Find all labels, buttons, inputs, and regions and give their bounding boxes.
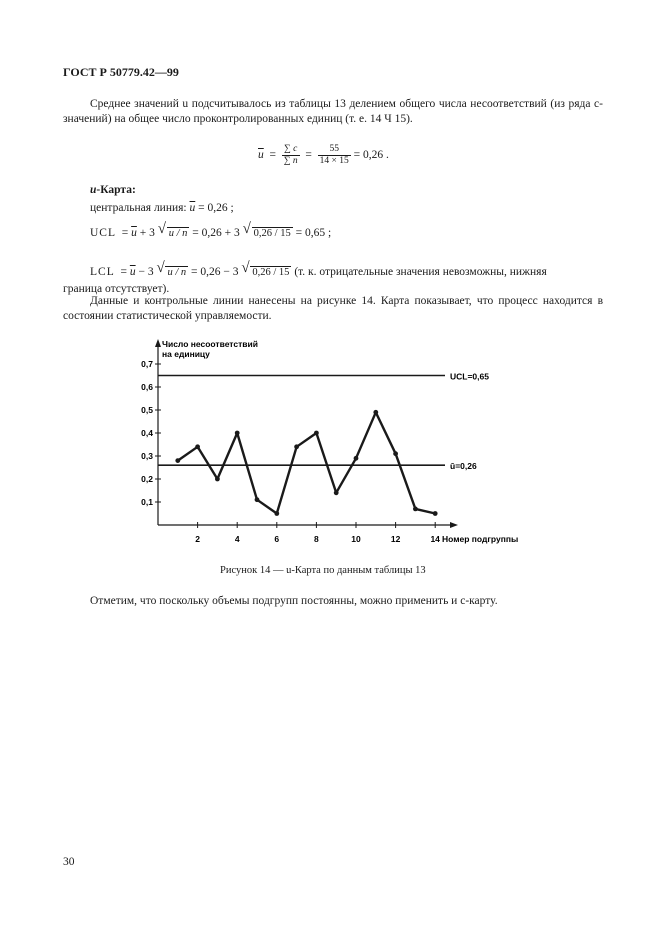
ucl-sqrt-1: √ u / n xyxy=(157,221,188,239)
y-tick-label: 0,3 xyxy=(141,451,153,461)
formula-u-bar: $\overline{u}$ xyxy=(258,149,264,162)
x-tick-label: 4 xyxy=(234,534,240,544)
central-line-row xyxy=(90,201,234,216)
ucl-line-label: UCL=0,65 xyxy=(450,371,489,382)
lcl-sqrt-2: √ 0,26 / 15 xyxy=(241,260,290,278)
data-point xyxy=(175,458,180,463)
central-line-var: $\overline{u}$ xyxy=(189,202,196,214)
paragraph-mean: Среднее значений u подсчитывалось из таблицы 13 делением общего числа несоответствий (из ряда c-значений) на общее число проконтролированных единиц (т. е. 14 Ч 15). xyxy=(63,98,603,125)
y-tick-label: 0,1 xyxy=(141,497,153,507)
u-chart-heading-var: u xyxy=(90,184,97,196)
y-tick-label: 0,6 xyxy=(141,382,153,392)
ucl-sqrt-2-inner: 0,26 / 15 xyxy=(253,228,291,239)
page-number: 30 xyxy=(63,856,75,868)
ucl-result: = 0,65 ; xyxy=(295,227,332,239)
paragraph-c-chart: Отметим, что поскольку объемы подгрупп постоянны, можно применить и c-карту. xyxy=(90,595,498,607)
ucl-u-bar: $\overline{u}$ xyxy=(131,227,137,239)
x-tick-label: 8 xyxy=(314,534,319,544)
lcl-u-bar: $\overline{u}$ xyxy=(129,266,136,278)
data-point xyxy=(314,431,319,436)
lcl-tail-continuation: граница отсутствует). xyxy=(63,283,170,295)
lcl-formula xyxy=(90,260,547,280)
y-tick-label: 0,4 xyxy=(141,428,153,438)
lcl-mid: = 0,26 − 3 xyxy=(191,266,239,278)
fraction-1-numerator: ∑ c xyxy=(282,144,300,156)
formula-mean xyxy=(258,144,389,167)
ucl-mid: = 0,26 + 3 xyxy=(192,227,240,239)
y-axis-label-line-2: на единицу xyxy=(162,349,210,359)
paragraph-chart-description: Данные и контрольные линии нанесены на рисунке 14. Карта показывает, что процесс находится в состоянии статистической управляемости. xyxy=(63,295,603,322)
x-tick-label: 2 xyxy=(195,534,200,544)
x-axis-label: Номер подгруппы xyxy=(442,534,519,544)
data-point xyxy=(334,490,339,495)
center-line-label: ū=0,26 xyxy=(450,461,477,472)
data-point xyxy=(274,511,279,516)
x-tick-label: 14 xyxy=(430,534,440,544)
data-series-line xyxy=(178,412,435,513)
y-tick-label: 0,7 xyxy=(141,359,153,369)
central-line-label: центральная линия: xyxy=(90,202,187,214)
lcl-op: − 3 xyxy=(138,266,154,278)
ucl-formula xyxy=(90,221,332,241)
document-header: ГОСТ Р 50779.42—99 xyxy=(63,65,179,79)
y-tick-label: 0,2 xyxy=(141,474,153,484)
u-chart-heading-text: -Карта: xyxy=(96,184,136,196)
chart-axes xyxy=(155,339,518,544)
u-chart-figure xyxy=(120,335,540,550)
x-tick-label: 6 xyxy=(274,534,280,544)
ucl-sqrt-1-inner: u / n xyxy=(168,228,188,239)
ucl-sqrt-2: √ 0,26 / 15 xyxy=(242,221,291,239)
data-point xyxy=(373,410,378,415)
fraction-2-numerator: 55 xyxy=(318,144,351,156)
data-point xyxy=(294,444,299,449)
x-tick-label: 10 xyxy=(351,534,361,544)
lcl-sqrt-1: √ u / n xyxy=(156,260,187,278)
lcl-tail: (т. к. отрицательные значения невозможны, нижняя xyxy=(294,266,547,278)
central-line-value: = 0,26 ; xyxy=(198,202,234,214)
figure-caption: Рисунок 14 — u-Карта по данным таблицы 13 xyxy=(220,565,426,576)
y-tick-label: 0,5 xyxy=(141,405,153,415)
ucl-op: + 3 xyxy=(139,227,155,239)
y-axis-label-line-1: Число несоответствий xyxy=(162,339,258,349)
formula-fraction-1 xyxy=(282,144,300,167)
data-point xyxy=(433,511,438,516)
data-point xyxy=(235,431,240,436)
fraction-1-denominator: ∑ n xyxy=(283,156,298,166)
u-chart-heading xyxy=(90,183,136,198)
lcl-sqrt-2-inner: 0,26 / 15 xyxy=(252,267,290,278)
data-point xyxy=(413,507,418,512)
formula-fraction-2 xyxy=(318,144,351,167)
data-point xyxy=(195,444,200,449)
data-point xyxy=(255,497,260,502)
fraction-2-denominator: 14 × 15 xyxy=(319,156,349,166)
formula-result: = 0,26 . xyxy=(353,149,389,162)
x-axis-arrow xyxy=(450,522,458,528)
lcl-label: LCL xyxy=(90,266,115,278)
data-point xyxy=(215,477,220,482)
y-axis-arrow xyxy=(155,339,161,347)
formula-eq-1: = xyxy=(269,149,276,162)
formula-eq-2: = xyxy=(305,149,312,162)
ucl-eq: = xyxy=(121,227,129,239)
data-point xyxy=(354,456,359,461)
data-point xyxy=(393,451,398,456)
lcl-eq: = xyxy=(120,266,127,278)
ucl-label: UCL xyxy=(90,227,116,239)
lcl-sqrt-1-inner: u / n xyxy=(167,267,187,278)
x-tick-label: 12 xyxy=(390,534,401,544)
